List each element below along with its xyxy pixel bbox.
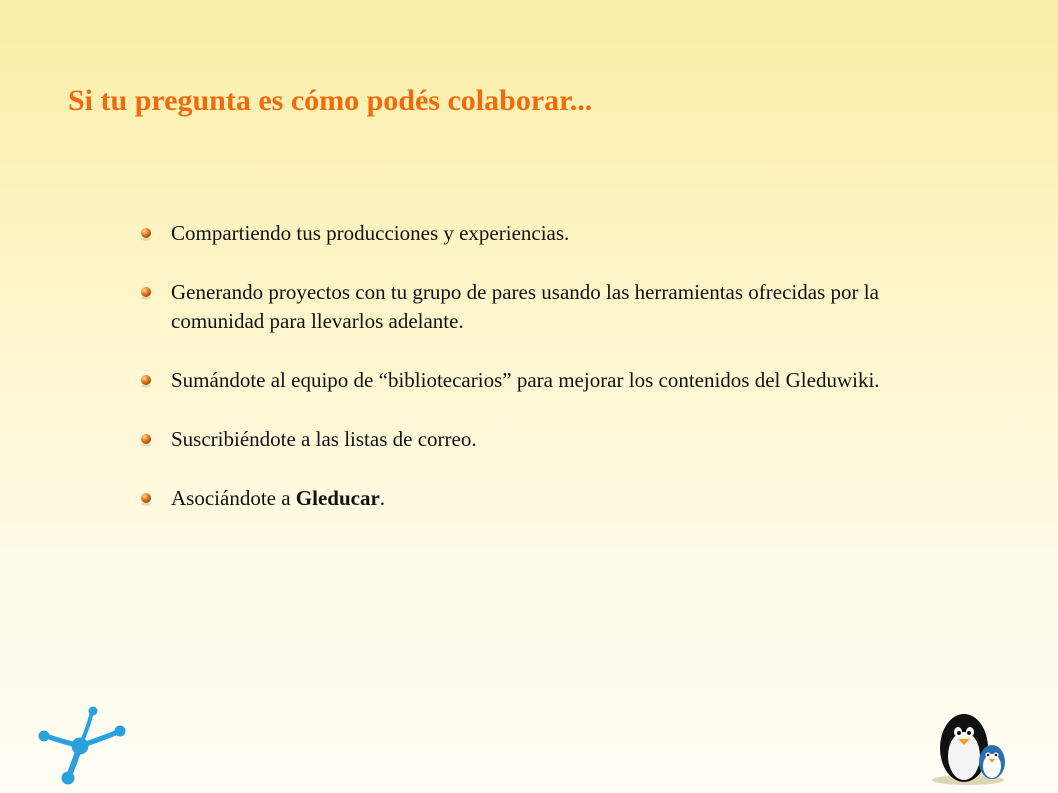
brand-name: Gleducar — [295, 486, 380, 510]
list-item — [140, 425, 940, 454]
list-item-prefix: Asociándote a — [171, 486, 296, 510]
slide-title: Si tu pregunta es cómo podés colaborar... — [68, 84, 593, 117]
list-item — [140, 366, 940, 395]
list-item-text: Suscribiéndote a las listas de correo. — [171, 427, 477, 451]
list-item-text: Sumándote al equipo de “bibliotecarios” para mejorar los contenidos del Gleduwiki. — [171, 368, 880, 392]
list-item-text: Generando proyectos con tu grupo de pares usando las herramientas ofrecidas por la comunidad para llevarlos adelante. — [171, 280, 879, 333]
list-item — [140, 484, 940, 513]
orange-ball-bullet-icon — [140, 284, 152, 300]
list-item-text: Compartiendo tus producciones y experiencias. — [171, 221, 570, 245]
list-item — [140, 278, 940, 336]
bullet-list — [140, 219, 940, 543]
list-item-text — [171, 484, 940, 513]
penguins-logo-icon — [928, 710, 1010, 786]
list-item-suffix: . — [379, 486, 386, 510]
orange-ball-bullet-icon — [140, 225, 152, 241]
gleducar-star-logo-icon — [36, 706, 126, 786]
orange-ball-bullet-icon — [140, 431, 152, 447]
orange-ball-bullet-icon — [140, 372, 152, 388]
orange-ball-bullet-icon — [140, 490, 152, 506]
list-item — [140, 219, 940, 248]
